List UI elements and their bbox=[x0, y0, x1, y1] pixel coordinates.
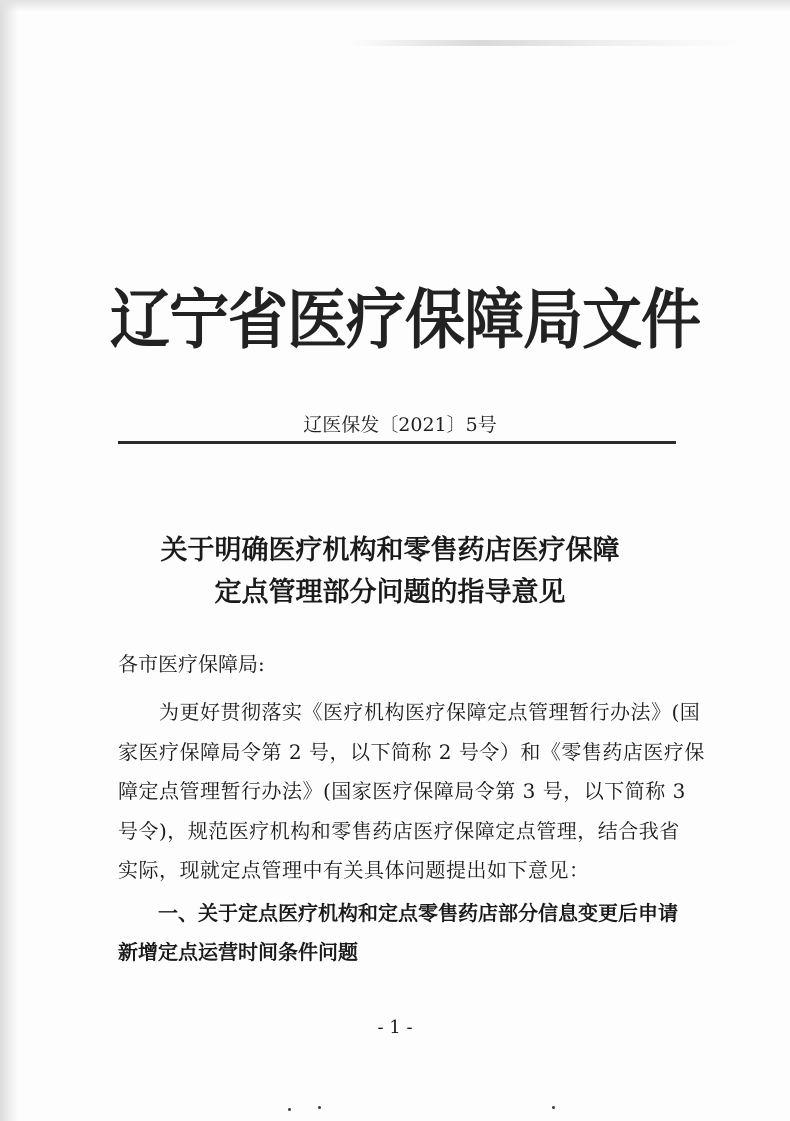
paragraph-line: 为更好贯彻落实《医疗机构医疗保障定点管理暂行办法》(国 bbox=[118, 700, 701, 724]
paragraph-line: 障定点管理暂行办法》(国家医疗保障局令第 3 号，以下简称 3 bbox=[118, 779, 686, 803]
salutation: 各市医疗保障局: bbox=[118, 652, 265, 676]
document-number: 辽医保发〔2021〕5号 bbox=[303, 414, 497, 436]
document-title-line-1: 关于明确医疗机构和零售药店医疗保障 bbox=[160, 535, 620, 566]
scan-speck bbox=[318, 1106, 321, 1109]
paragraph-line: 实际，现就定点管理中有关具体问题提出如下意见： bbox=[118, 858, 590, 882]
paragraph-line: 号令)，规范医疗机构和零售药店医疗保障定点管理，结合我省 bbox=[118, 819, 680, 843]
page-number: - 1 - bbox=[377, 1017, 413, 1038]
scan-top-shadow bbox=[0, 0, 790, 12]
document-title-line-2: 定点管理部分问题的指导意见 bbox=[214, 577, 566, 608]
paragraph-line: 家医疗保障局令第 2 号，以下简称 2 号令）和《零售药店医疗保 bbox=[118, 740, 705, 764]
section-heading-line: 一、关于定点医疗机构和定点零售药店部分信息变更后申请 bbox=[118, 901, 678, 925]
scan-smudge bbox=[350, 40, 740, 46]
scan-speck bbox=[288, 1108, 291, 1111]
header-divider bbox=[118, 441, 676, 444]
scan-speck bbox=[552, 1106, 555, 1109]
issuer-heading: 辽宁省医疗保障局文件 bbox=[110, 282, 700, 359]
scan-edge-shadow bbox=[0, 0, 18, 1121]
section-heading-line: 新增定点运营时间条件问题 bbox=[118, 940, 358, 964]
